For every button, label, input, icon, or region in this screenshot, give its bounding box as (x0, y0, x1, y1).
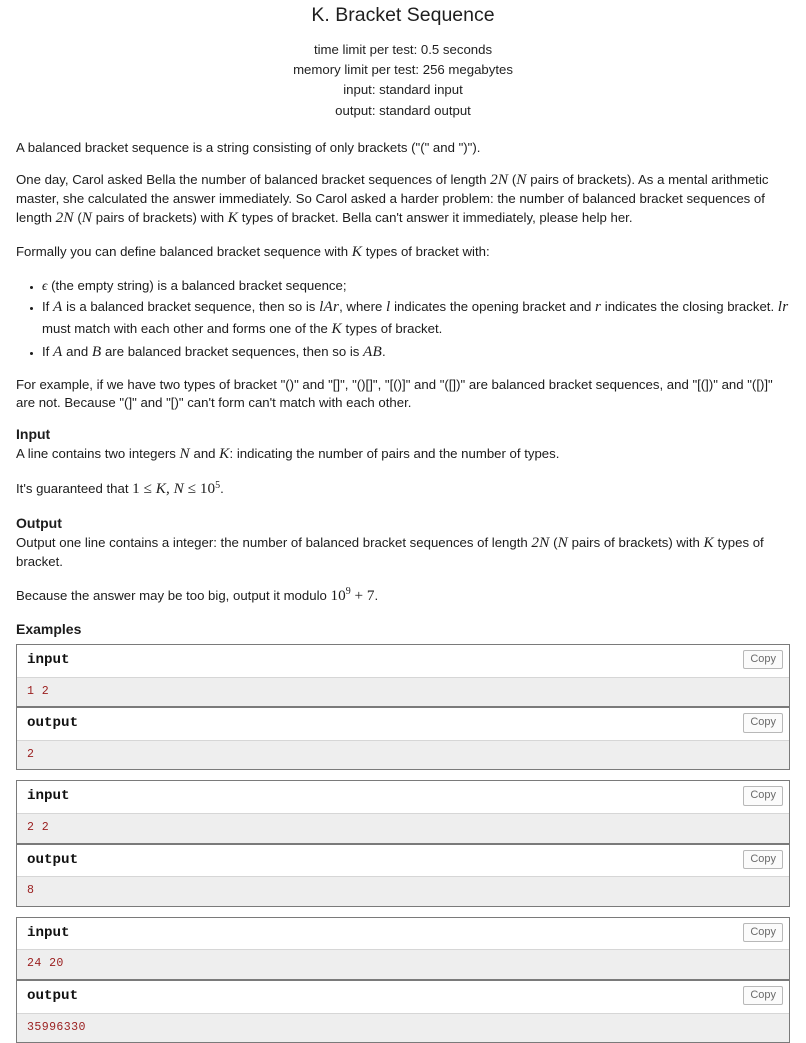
copy-output-button-3[interactable]: Copy (743, 986, 783, 1005)
bullet2-text-g: types of bracket. (341, 320, 443, 336)
math-modulo-plus: + 7 (350, 586, 375, 604)
bullet2-text-d: indicates the opening bracket and (390, 299, 595, 315)
bullet3-text-c: are balanced bracket sequences, then so is (101, 343, 364, 359)
p2-text-d: ( (73, 209, 82, 225)
sample-input-label-1 (17, 645, 789, 678)
p2-text-f: types of bracket. Bella can't answer it immediately, please help her. (238, 209, 633, 225)
math-k-5: K (703, 534, 714, 552)
time-limit: time limit per test: 0.5 seconds (313, 42, 493, 58)
output-label-text-1: output (27, 715, 79, 732)
constraint-text-b: . (220, 481, 224, 497)
definition-list (16, 276, 790, 362)
math-n: N (516, 171, 527, 189)
output-text-c: pairs of brackets) with (567, 535, 704, 551)
p3-text-b: types of bracket with: (362, 243, 490, 259)
math-k: K (227, 208, 239, 226)
math-b: B (91, 342, 102, 360)
math-2n-3: 2N (531, 534, 550, 552)
output-text-d: types of bracket. (16, 535, 764, 570)
bullet2-text-a: If (42, 299, 53, 315)
math-a: A (53, 298, 63, 316)
math-constraint-comma: , (166, 480, 174, 498)
p2-text-b: ( (508, 172, 517, 188)
input-label-text-3: input (27, 924, 70, 941)
math-lar: lAr (319, 298, 340, 316)
statement-paragraph-2 (16, 170, 790, 228)
sample-input-label-3 (17, 918, 789, 951)
math-constraint-a: 1 ≤ (132, 480, 156, 498)
statement-paragraph-1 (16, 139, 790, 156)
math-2n: 2N (490, 171, 509, 189)
p2-text-a: One day, Carol asked Bella the number of balanced bracket sequences of length (16, 172, 491, 188)
modulo-text-b: . (374, 587, 379, 603)
output-text-a: Output one line contains a integer: the number of balanced bracket sequences of length (16, 535, 532, 551)
p2-text-e: pairs of brackets) with (92, 209, 228, 225)
sample-test-1 (16, 644, 790, 770)
output-description (16, 533, 790, 570)
sample-test-3 (16, 917, 790, 1043)
output-modulo-note (16, 585, 790, 606)
sample-output-value-3: 35996330 (17, 1014, 789, 1043)
math-r: r (595, 298, 602, 316)
list-item (42, 341, 790, 363)
input-spec: input: standard input (343, 82, 463, 98)
p4-text: For example, if we have two types of bracket "()" and "[]", "()[]", "[()]" and "([])" are balanced bracket sequences, and "[(])" and "([)]" are not. Because "(]" and "[)" can't form can't match with each other. (16, 377, 773, 410)
math-constraint-k: K (155, 480, 167, 498)
modulo-text-a: Because the answer may be too big, output it modulo (16, 587, 331, 603)
copy-input-button-1[interactable]: Copy (743, 650, 783, 669)
sample-output-value-1: 2 (17, 741, 789, 770)
math-modulo-base: 10 (330, 586, 346, 604)
output-spec: output: standard output (335, 102, 471, 118)
exponent-5: 5 (215, 479, 221, 491)
math-2n-2: 2N (55, 208, 74, 226)
math-a-2: A (53, 342, 63, 360)
statement-paragraph-3 (16, 242, 790, 262)
sample-input-value-3: 24 20 (17, 950, 789, 979)
math-ab: AB (363, 342, 382, 360)
math-constraint-c: ≤ 10 (183, 480, 216, 498)
input-label-text-1: input (27, 652, 70, 669)
bullet2-text-c: , where (339, 299, 387, 315)
sample-input-label-2 (17, 781, 789, 814)
statement-paragraph-4 (16, 376, 790, 411)
math-k-4: K (219, 445, 230, 463)
sample-input-value-1: 1 2 (17, 678, 789, 707)
sample-output-value-2: 8 (17, 877, 789, 906)
list-item (42, 276, 790, 296)
sample-tests (0, 644, 806, 1043)
bullet3-text-d: . (382, 343, 386, 359)
p2-text-c: pairs of brackets). As a mental arithmetic master, she calculated the answer immediately. So Carol asked a harder problem: the number of balanced bracket sequences of length (16, 172, 769, 225)
math-epsilon: ϵ (42, 277, 48, 293)
input-label-text-2: input (27, 788, 70, 805)
math-lr: lr (777, 298, 789, 316)
math-l: l (386, 298, 391, 316)
section-heading-examples: Examples (16, 620, 82, 637)
math-n-3: N (179, 445, 190, 463)
math-n-4: N (557, 534, 568, 552)
copy-output-button-2[interactable]: Copy (743, 850, 783, 869)
p3-text-a: Formally you can define balanced bracket sequence with (16, 243, 352, 259)
page-title: K. Bracket Sequence (311, 4, 495, 26)
bullet3-text-b: and (62, 343, 92, 359)
math-n-2: N (81, 208, 93, 226)
list-item (42, 296, 790, 339)
copy-input-button-2[interactable]: Copy (743, 786, 783, 805)
input-text-c: : indicating the number of pairs and the number of types. (229, 446, 560, 462)
bullet1-text: (the empty string) is a balanced bracket sequence; (47, 277, 347, 293)
sample-output-label-2 (17, 844, 789, 878)
problem-body (0, 139, 806, 639)
copy-input-button-3[interactable]: Copy (743, 923, 783, 942)
section-heading-output: Output (16, 514, 62, 531)
exponent-9: 9 (345, 585, 351, 597)
sample-input-value-2: 2 2 (17, 814, 789, 843)
section-heading-input: Input (16, 425, 51, 442)
sample-output-label-1 (17, 707, 789, 741)
copy-output-button-1[interactable]: Copy (743, 713, 783, 732)
math-k-3: K (331, 319, 342, 337)
output-label-text-2: output (27, 851, 79, 868)
constraint-text-a: It's guaranteed that (16, 481, 133, 497)
bullet2-text-f: must match with each other and forms one of the (42, 320, 332, 336)
math-k-2: K (351, 242, 363, 260)
output-text-b: ( (549, 535, 558, 551)
input-description (16, 444, 790, 464)
bullet2-text-e: indicates the closing bracket. (601, 299, 778, 315)
bullet2-text-b: is a balanced bracket sequence, then so is (62, 299, 320, 315)
problem-header (0, 0, 806, 121)
memory-limit: memory limit per test: 256 megabytes (293, 62, 513, 78)
input-text-b: and (189, 446, 220, 462)
math-constraint-n: N (173, 480, 184, 498)
bullet3-text-a: If (42, 343, 53, 359)
input-constraints (16, 478, 790, 499)
input-text-a: A line contains two integers (16, 446, 180, 462)
statement-p1-text: A balanced bracket sequence is a string consisting of only brackets ("(" and ")"). (16, 139, 481, 155)
output-label-text-3: output (27, 987, 79, 1004)
sample-output-label-3 (17, 980, 789, 1014)
sample-test-2 (16, 780, 790, 906)
